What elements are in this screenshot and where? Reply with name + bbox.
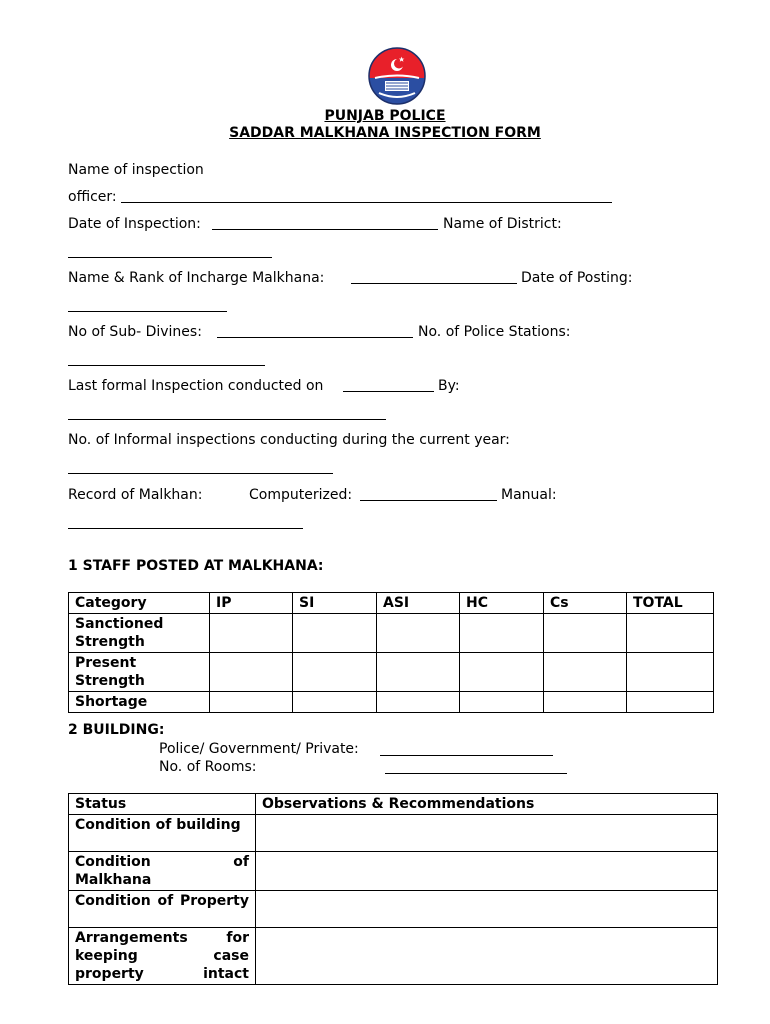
table-cell[interactable] [544, 692, 627, 713]
by-field[interactable] [68, 419, 386, 420]
last-inspection-field[interactable] [343, 391, 434, 392]
police-stations-label: No. of Police Stations: [418, 324, 571, 340]
table-cell[interactable] [377, 614, 460, 653]
police-emblem-icon [367, 45, 427, 107]
table-cell[interactable] [377, 692, 460, 713]
informal-field[interactable] [68, 473, 333, 474]
row-label: Present Strength [69, 653, 210, 692]
col-ip: IP [210, 593, 293, 614]
rooms-field[interactable] [385, 773, 567, 774]
observation-cell[interactable] [256, 815, 718, 852]
observation-cell[interactable] [256, 891, 718, 928]
punjab-police-logo [367, 45, 427, 107]
observations-header: Observations & Recommendations [256, 794, 718, 815]
table-row [69, 928, 718, 985]
table-row [69, 614, 714, 653]
by-label: By: [438, 378, 460, 394]
table-cell[interactable] [627, 653, 714, 692]
observation-cell[interactable] [256, 852, 718, 891]
observation-cell[interactable] [256, 928, 718, 985]
computerized-field[interactable] [360, 500, 497, 501]
table-header-row [69, 593, 714, 614]
building-table [68, 793, 718, 985]
org-title: PUNJAB POLICE [324, 108, 446, 124]
table-cell[interactable] [293, 653, 377, 692]
table-cell[interactable] [627, 692, 714, 713]
col-category: Category [69, 593, 210, 614]
row-label: Condition of building [69, 815, 256, 852]
date-inspection-field[interactable] [212, 229, 438, 230]
table-cell[interactable] [627, 614, 714, 653]
table-cell[interactable] [460, 692, 544, 713]
table-row [69, 692, 714, 713]
table-row [69, 852, 718, 891]
status-header: Status [69, 794, 256, 815]
row-label: Condition of Property [69, 891, 256, 928]
staff-table [68, 592, 714, 713]
district-label: Name of District: [443, 216, 562, 232]
section2-heading: 2 BUILDING: [68, 722, 165, 738]
table-cell[interactable] [210, 614, 293, 653]
manual-field[interactable] [68, 528, 303, 529]
table-row [69, 891, 718, 928]
sub-divisions-label: No of Sub- Divines: [68, 324, 202, 340]
ownership-field[interactable] [380, 755, 553, 756]
col-cs: Cs [544, 593, 627, 614]
last-inspection-label: Last formal Inspection conducted on [68, 378, 324, 394]
incharge-field[interactable] [351, 283, 517, 284]
table-cell[interactable] [210, 692, 293, 713]
form-title: SADDAR MALKHANA INSPECTION FORM [229, 125, 541, 141]
table-row [69, 653, 714, 692]
date-posting-label: Date of Posting: [521, 270, 633, 286]
section1-heading: 1 STAFF POSTED AT MALKHANA: [68, 558, 324, 574]
table-cell[interactable] [460, 614, 544, 653]
police-stations-field[interactable] [68, 365, 265, 366]
row-label: Shortage [69, 692, 210, 713]
col-si: SI [293, 593, 377, 614]
informal-label: No. of Informal inspections conducting during the current year: [68, 432, 510, 448]
table-cell[interactable] [544, 614, 627, 653]
computerized-label: Computerized: [249, 487, 353, 503]
officer-label: Name of inspection [68, 162, 204, 178]
incharge-label: Name & Rank of Incharge Malkhana: [68, 270, 325, 286]
table-cell[interactable] [544, 653, 627, 692]
date-inspection-label: Date of Inspection: [68, 216, 201, 232]
officer-name-field[interactable] [121, 202, 612, 203]
rooms-label: No. of Rooms: [159, 759, 257, 775]
sub-divisions-field[interactable] [217, 337, 413, 338]
table-cell[interactable] [210, 653, 293, 692]
district-field[interactable] [68, 257, 272, 258]
ownership-label: Police/ Government/ Private: [159, 741, 359, 757]
table-row [69, 815, 718, 852]
col-hc: HC [460, 593, 544, 614]
table-cell[interactable] [293, 692, 377, 713]
manual-label: Manual: [501, 487, 557, 503]
col-asi: ASI [377, 593, 460, 614]
col-total: TOTAL [627, 593, 714, 614]
row-label: Sanctioned Strength [69, 614, 210, 653]
table-cell[interactable] [460, 653, 544, 692]
officer-label-2: officer: [68, 189, 117, 205]
row-label: Condition of Malkhana [69, 852, 256, 891]
table-header-row [69, 794, 718, 815]
row-label: Arrangements for keeping case property intact [69, 928, 256, 985]
date-posting-field[interactable] [68, 311, 227, 312]
table-cell[interactable] [377, 653, 460, 692]
record-label: Record of Malkhan: [68, 487, 203, 503]
table-cell[interactable] [293, 614, 377, 653]
